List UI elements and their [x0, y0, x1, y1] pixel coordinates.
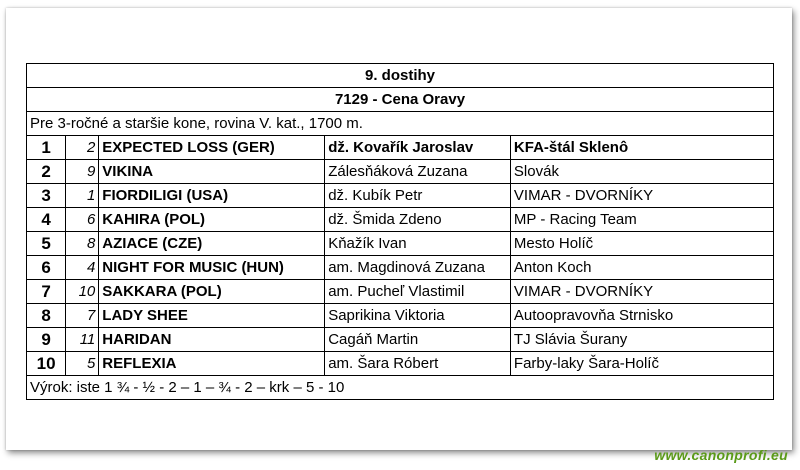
start-number-cell: 7 — [66, 304, 99, 328]
table-row — [27, 160, 774, 184]
table-row — [27, 136, 774, 160]
start-number-cell: 1 — [66, 184, 99, 208]
position-cell: 2 — [27, 160, 66, 184]
table-row — [27, 232, 774, 256]
table-row — [27, 328, 774, 352]
horse-cell: FIORDILIGI (USA) — [99, 184, 325, 208]
jockey-cell: dž. Kovařík Jaroslav — [325, 136, 511, 160]
jockey-cell: Saprikina Viktoria — [325, 304, 511, 328]
race-title: 7129 - Cena Oravy — [27, 88, 774, 112]
start-number-cell: 10 — [66, 280, 99, 304]
owner-cell: Anton Koch — [510, 256, 773, 280]
horse-cell: SAKKARA (POL) — [99, 280, 325, 304]
position-cell: 8 — [27, 304, 66, 328]
jockey-cell: am. Pucheľ Vlastimil — [325, 280, 511, 304]
start-number-cell: 6 — [66, 208, 99, 232]
start-number-cell: 4 — [66, 256, 99, 280]
result-row — [27, 376, 774, 400]
owner-cell: Slovák — [510, 160, 773, 184]
horse-cell: LADY SHEE — [99, 304, 325, 328]
position-cell: 5 — [27, 232, 66, 256]
table-row — [27, 280, 774, 304]
table-row — [27, 352, 774, 376]
title-row — [27, 88, 774, 112]
table-row — [27, 208, 774, 232]
position-cell: 10 — [27, 352, 66, 376]
conditions-row — [27, 112, 774, 136]
start-number-cell: 5 — [66, 352, 99, 376]
owner-cell: MP - Racing Team — [510, 208, 773, 232]
table-row — [27, 304, 774, 328]
position-cell: 1 — [27, 136, 66, 160]
watermark-text: www.canonprofi.eu — [654, 447, 788, 463]
start-number-cell: 8 — [66, 232, 99, 256]
jockey-cell: am. Šara Róbert — [325, 352, 511, 376]
horse-cell: KAHIRA (POL) — [99, 208, 325, 232]
jockey-cell: Kňažík Ivan — [325, 232, 511, 256]
start-number-cell: 11 — [66, 328, 99, 352]
owner-cell: Mesto Holíč — [510, 232, 773, 256]
horse-cell: REFLEXIA — [99, 352, 325, 376]
horse-cell: HARIDAN — [99, 328, 325, 352]
owner-cell: VIMAR - DVORNÍKY — [510, 184, 773, 208]
heading-row — [27, 64, 774, 88]
owner-cell: TJ Slávia Šurany — [510, 328, 773, 352]
owner-cell: Farby-laky Šara-Holíč — [510, 352, 773, 376]
race-results-table — [26, 63, 774, 400]
owner-cell: Autoopravovňa Strnisko — [510, 304, 773, 328]
race-conditions: Pre 3-ročné a staršie kone, rovina V. kat., 1700 m. — [27, 112, 774, 136]
horse-cell: VIKINA — [99, 160, 325, 184]
position-cell: 4 — [27, 208, 66, 232]
owner-cell: VIMAR - DVORNÍKY — [510, 280, 773, 304]
owner-cell: KFA-štál Sklenô — [510, 136, 773, 160]
position-cell: 3 — [27, 184, 66, 208]
jockey-cell: dž. Šmida Zdeno — [325, 208, 511, 232]
jockey-cell: am. Magdinová Zuzana — [325, 256, 511, 280]
table-row — [27, 256, 774, 280]
jockey-cell: Zálesňáková Zuzana — [325, 160, 511, 184]
horse-cell: EXPECTED LOSS (GER) — [99, 136, 325, 160]
result-margins: Výrok: iste 1 ¾ - ½ - 2 – 1 – ¾ - 2 – krk – 5 - 10 — [27, 376, 774, 400]
race-heading: 9. dostihy — [27, 64, 774, 88]
jockey-cell: Cagáň Martin — [325, 328, 511, 352]
jockey-cell: dž. Kubík Petr — [325, 184, 511, 208]
position-cell: 6 — [27, 256, 66, 280]
position-cell: 7 — [27, 280, 66, 304]
horse-cell: AZIACE (CZE) — [99, 232, 325, 256]
start-number-cell: 2 — [66, 136, 99, 160]
table-row — [27, 184, 774, 208]
horse-cell: NIGHT FOR MUSIC (HUN) — [99, 256, 325, 280]
start-number-cell: 9 — [66, 160, 99, 184]
position-cell: 9 — [27, 328, 66, 352]
